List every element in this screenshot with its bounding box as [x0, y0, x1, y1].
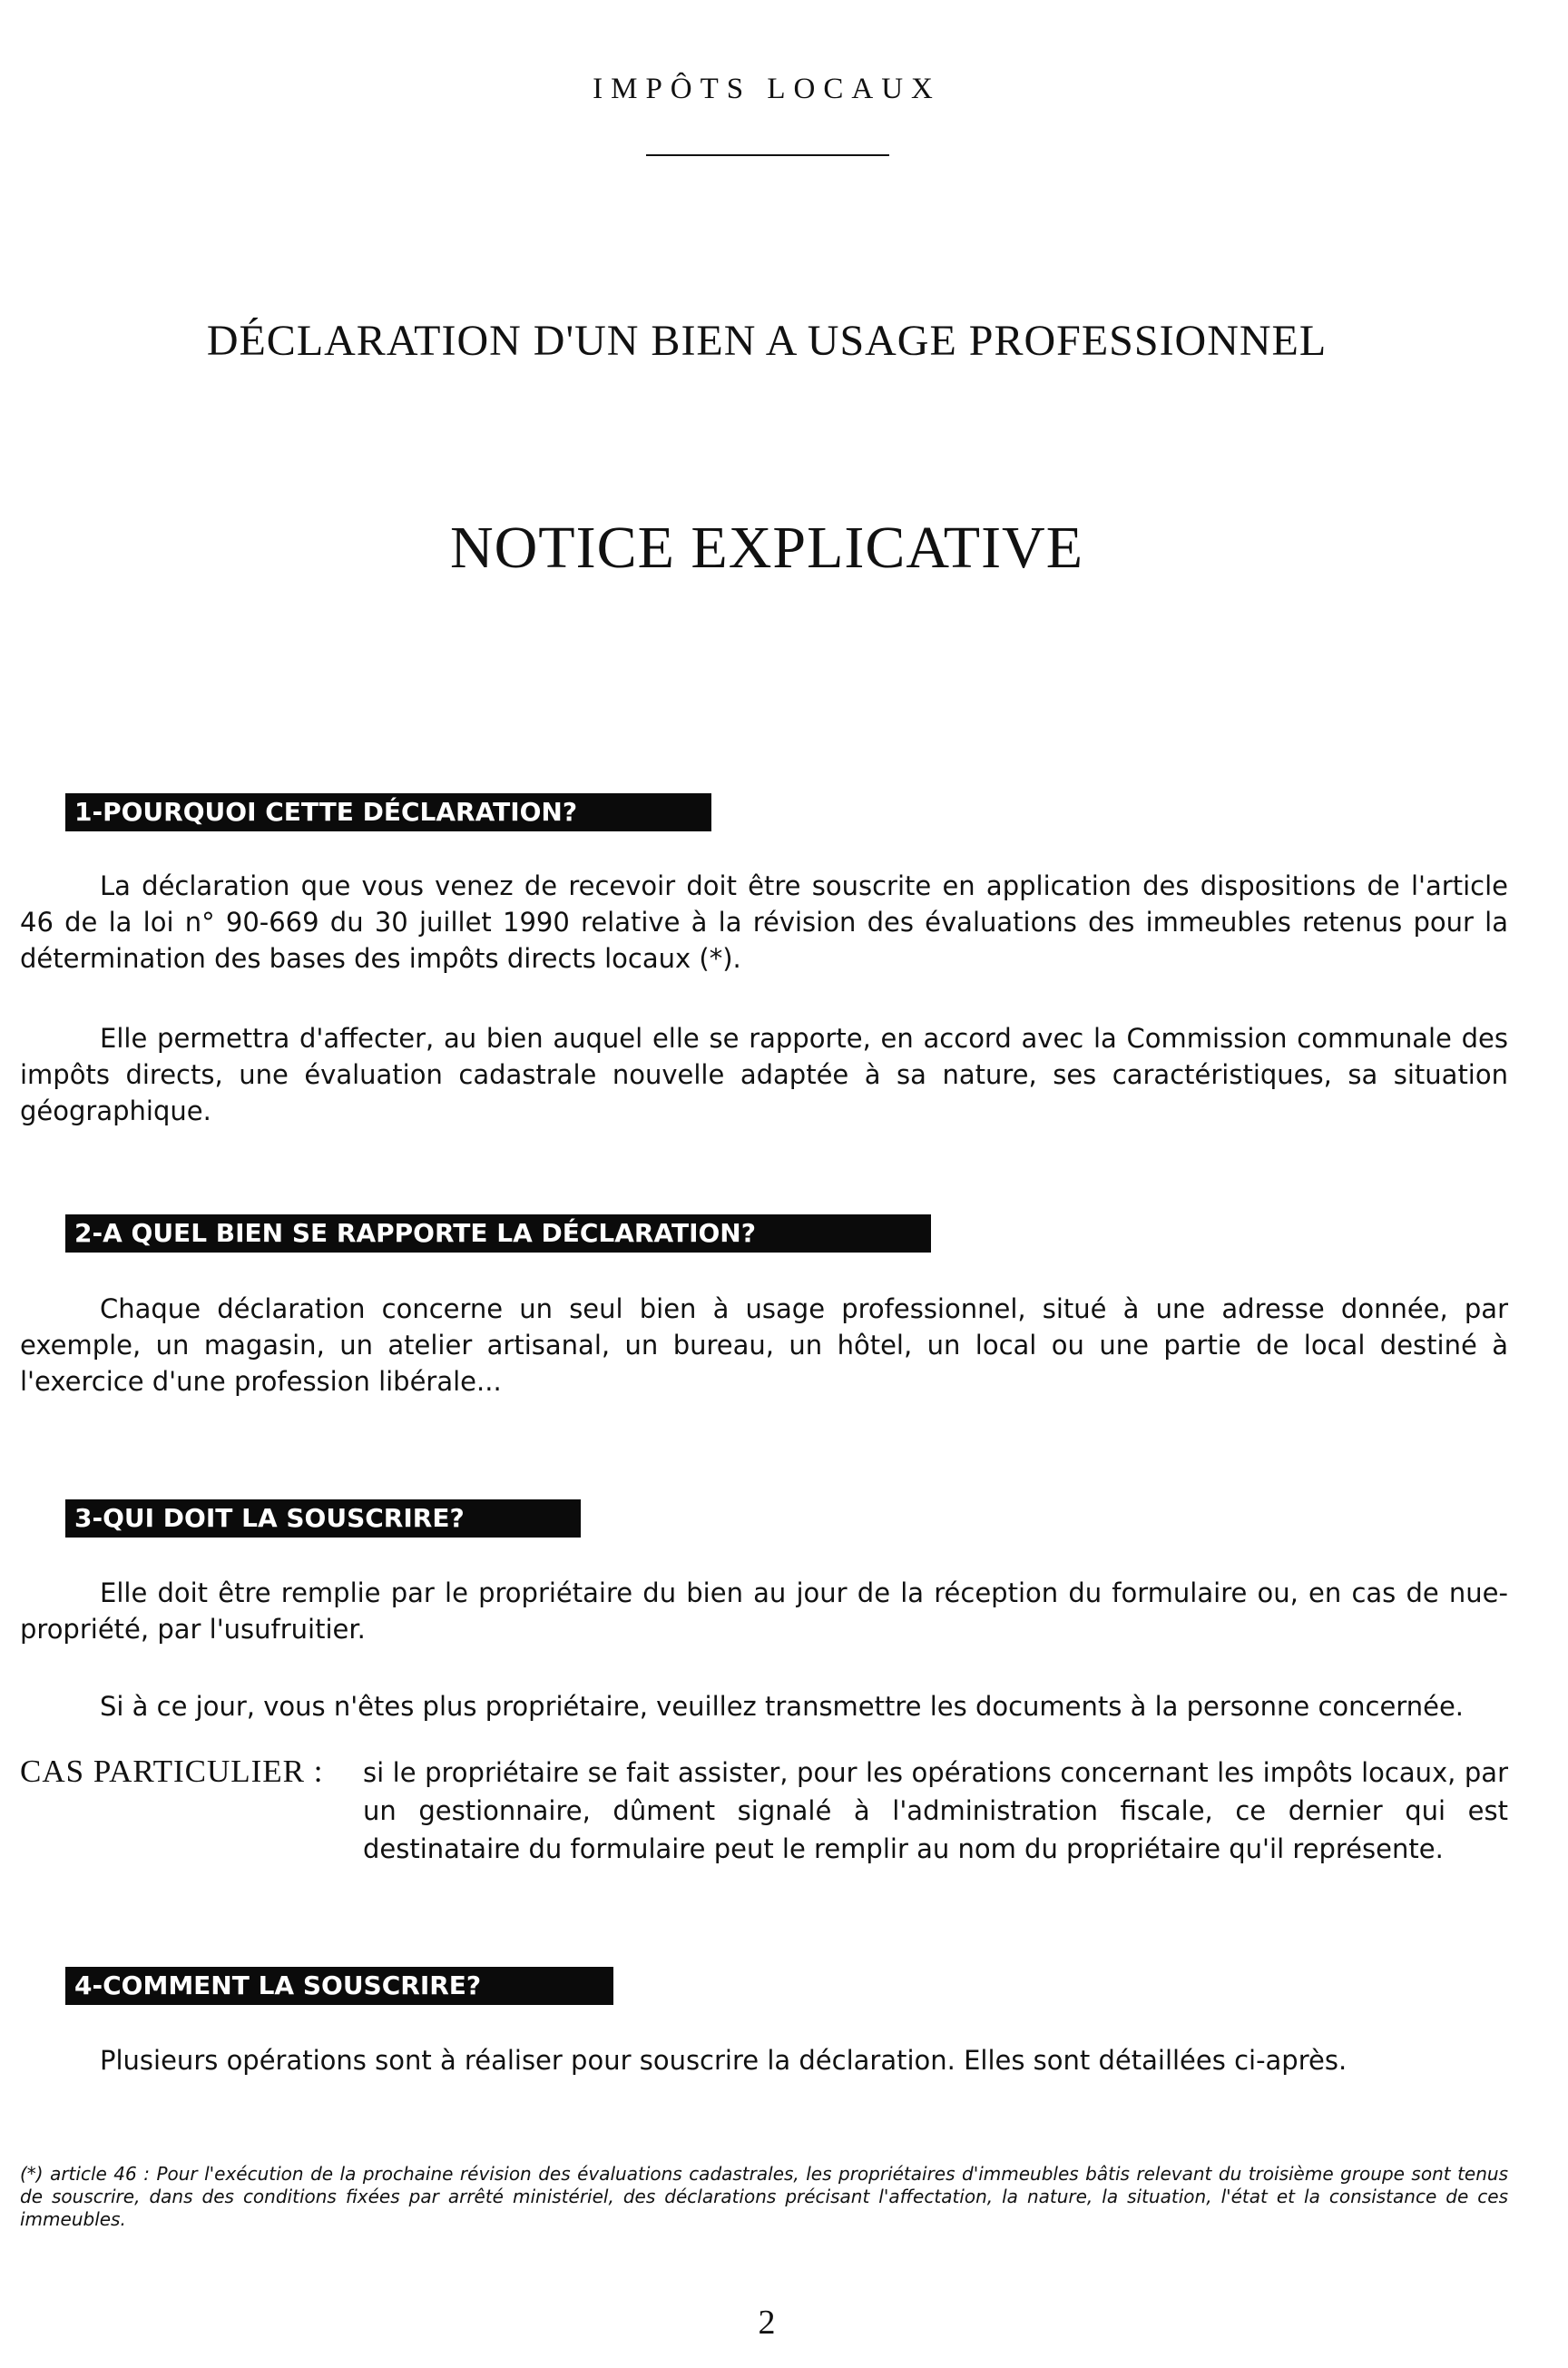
section-4-heading: 4-COMMENT LA SOUSCRIRE?	[65, 1967, 613, 2005]
section-4-paragraph-1: Plusieurs opérations sont à réaliser pour souscrire la déclaration. Elles sont détaillées ci-après.	[100, 2045, 1348, 2076]
footnote-text: Pour l'exécution de la prochaine révision des évaluations cadastrales, les propriétaires d'immeubles bâtis relevant du troisième groupe sont tenus de souscrire, dans des conditions fixées par arrêté ministériel, des déclarations précisant l'affectation, la nature, la situation, l'état et la consistance de ces immeubles.	[20, 2163, 1508, 2230]
document-header: IMPÔTS LOCAUX	[593, 73, 941, 105]
footnote	[20, 2163, 1508, 2231]
header-divider	[646, 154, 889, 156]
section-1-paragraph-2: Elle permettra d'affecter, au bien auquel elle se rapporte, en accord avec la Commission communale des impôts directs, une évaluation cadastrale nouvelle adaptée à sa nature, ses caractéristiques, sa situation géographique.	[20, 1023, 1508, 1126]
section-3-paragraph-2: Si à ce jour, vous n'êtes plus propriétaire, veuillez transmettre les documents à la personne concernée.	[100, 1691, 1465, 1722]
document-subtitle: NOTICE EXPLICATIVE	[449, 515, 1084, 581]
section-2-heading: 2-A QUEL BIEN SE RAPPORTE LA DÉCLARATION?	[65, 1214, 931, 1253]
section-2-paragraph-1: Chaque déclaration concerne un seul bien à usage professionnel, situé à une adresse donnée, par exemple, un magasin, un atelier artisanal, un bureau, un hôtel, un local ou une partie de local destiné à l'exercice d'une profession libérale...	[20, 1293, 1508, 1397]
section-1-heading: 1-POURQUOI CETTE DÉCLARATION?	[65, 793, 711, 831]
footnote-label: (*) article 46 :	[20, 2163, 150, 2185]
section-3-heading: 3-QUI DOIT LA SOUSCRIRE?	[65, 1499, 581, 1538]
section-1-paragraph-1: La déclaration que vous venez de recevoir doit être souscrite en application des dispositions de l'article 46 de la loi n° 90-669 du 30 juillet 1990 relative à la révision des évaluations des immeubles retenus pour la détermination des bases des impôts directs locaux (*).	[20, 870, 1508, 974]
special-case-text: si le propriétaire se fait assister, pour les opérations concernant les impôts locaux, par un gestionnaire, dûment signalé à l'administration fiscale, ce dernier qui est destinataire du formulaire peut le remplir au nom du propriétaire qu'il représente.	[363, 1757, 1508, 1864]
document-title: DÉCLARATION D'UN BIEN A USAGE PROFESSIONNEL	[206, 317, 1328, 365]
special-case-label: CAS PARTICULIER :	[20, 1754, 324, 1789]
section-3-paragraph-1: Elle doit être remplie par le propriétaire du bien au jour de la réception du formulaire ou, en cas de nue-propriété, par l'usufruitier.	[20, 1577, 1508, 1645]
page-number: 2	[758, 2304, 776, 2342]
